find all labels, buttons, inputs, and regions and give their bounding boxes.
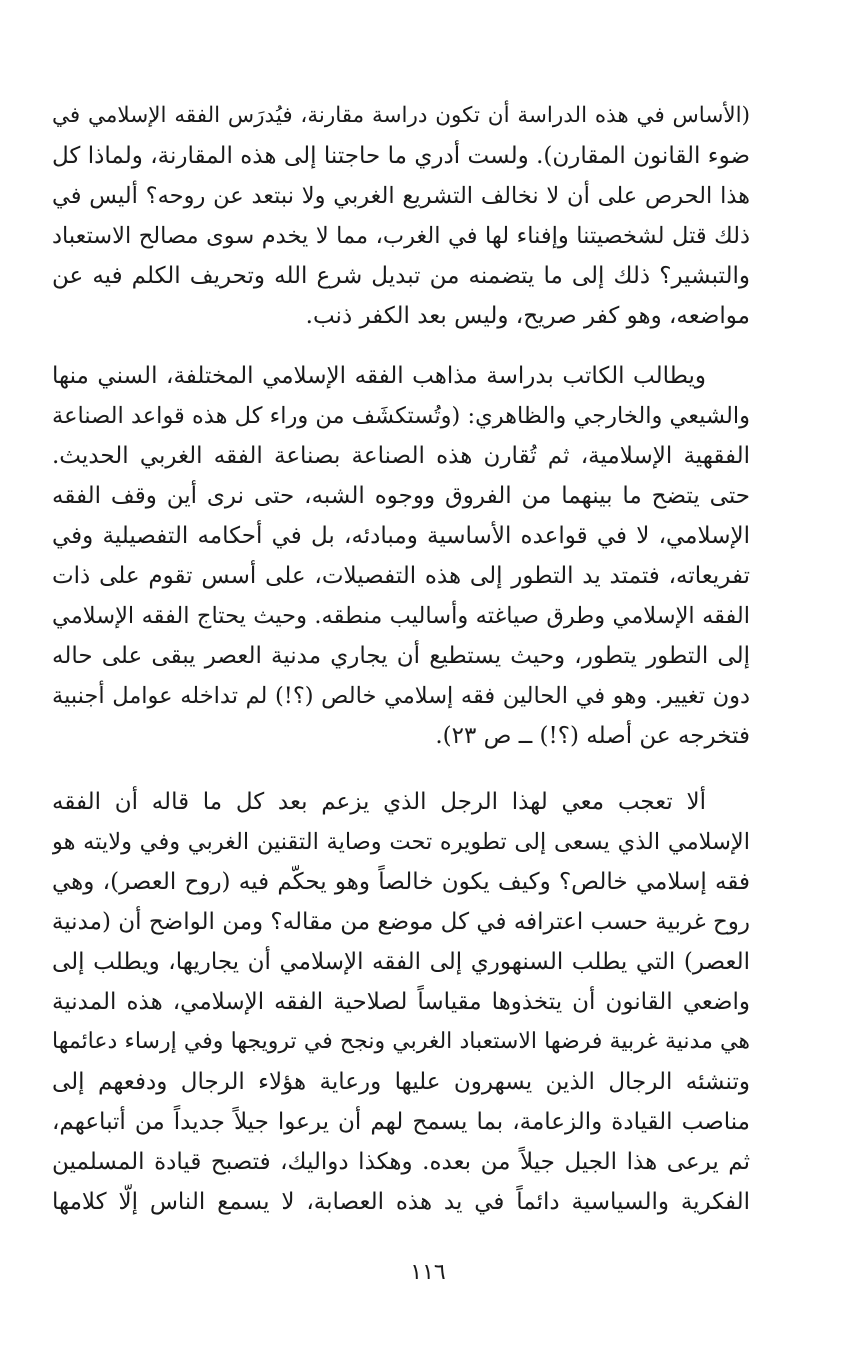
- text-line: مواضعه، وهو كفر صريح، وليس بعد الكفر ذنب.: [305, 303, 750, 329]
- text-line: هذا الحرص على أن لا نخالف التشريع الغربي ولا نبتعد عن روحه؟ أليس في: [52, 183, 750, 209]
- text-line: العصر) التي يطلب السنهوري إلى الفقه الإسلامي أن يجاريها، ويطلب إلى: [52, 949, 750, 975]
- text-line: روح غربية حسب اعترافه في كل موضع من مقاله؟ ومن الواضح أن (مدنية: [52, 909, 750, 935]
- paragraph-1: [52, 96, 750, 336]
- text-line: ضوء القانون المقارن). ولست أدري ما حاجتنا إلى هذه المقارنة، ولماذا كل: [52, 143, 750, 169]
- paragraph-2: [52, 356, 750, 756]
- text-line: ثم يرعى هذا الجيل جيلاً من بعده. وهكذا دواليك، فتصبح قيادة المسلمين: [52, 1149, 750, 1175]
- text-line: الفقهية الإسلامية، ثم تُقارن هذه الصناعة بصناعة الفقه الغربي الحديث.: [52, 443, 750, 469]
- text-line: الفقه الإسلامي وطرق صياغته وأساليب منطقه. وحيث يحتاج الفقه الإسلامي: [52, 603, 750, 629]
- text-line: ذلك قتل لشخصيتنا وإفناء لها في الغرب، مما لا يخدم سوى مصالح الاستعباد: [52, 223, 750, 249]
- page-number: ١١٦: [410, 1260, 446, 1285]
- text-line: فتخرجه عن أصله (؟!) ــ ص ٢٣).: [435, 723, 750, 749]
- text-line: دون تغيير. وهو في الحالين فقه إسلامي خالص (؟!) لم تداخله عوامل أجنبية: [52, 683, 750, 709]
- text-line: والتبشير؟ ذلك إلى ما يتضمنه من تبديل شرع الله وتحريف الكلم فيه عن: [52, 263, 750, 289]
- text-line: واضعي القانون أن يتخذوها مقياساً لصلاحية الفقه الإسلامي، هذه المدنية: [52, 989, 750, 1015]
- text-line: حتى يتضح ما بينهما من الفروق ووجوه الشبه، حتى نرى أين وقف الفقه: [52, 483, 750, 509]
- text-line: ويطالب الكاتب بدراسة مذاهب الفقه الإسلامي المختلفة، السني منها: [52, 363, 706, 389]
- text-line: الإسلامي الذي يسعى إلى تطويره تحت وصاية التقنين الغربي وفي ولايته هو: [52, 829, 750, 855]
- text-line: فقه إسلامي خالص؟ وكيف يكون خالصاً وهو يحكّم فيه (روح العصر)، وهي: [52, 869, 750, 895]
- text-line: وتنشئه الرجال الذين يسهرون عليها ورعاية هؤلاء الرجال ودفعهم إلى: [52, 1069, 750, 1095]
- text-line: مناصب القيادة والزعامة، بما يسمح لهم أن يرعوا جيلاً جديداً من أتباعهم،: [52, 1109, 750, 1135]
- text-line: تفريعاته، فتمتد يد التطور إلى هذه التفصيلات، على أسس تقوم على ذات: [52, 563, 750, 589]
- text-line: (الأساس في هذه الدراسة أن تكون دراسة مقارنة، فيُدرَس الفقه الإسلامي في: [52, 103, 750, 128]
- text-line: ألا تعجب معي لهذا الرجل الذي يزعم بعد كل ما قاله أن الفقه: [52, 789, 706, 815]
- paragraph-3: [52, 782, 750, 1222]
- text-line: والشيعي والخارجي والظاهري: (وتُستكشَف من وراء كل هذه قواعد الصناعة: [52, 403, 750, 429]
- text-line: هي مدنية غربية فرضها الاستعباد الغربي ونجح في ترويجها وفي إرساء دعائمها: [52, 1029, 750, 1054]
- text-line: الفكرية والسياسية دائماً في يد هذه العصابة، لا يسمع الناس إلّا كلامها: [52, 1189, 750, 1215]
- text-line: الإسلامي، لا في قواعده الأساسية ومبادئه، بل في أحكامه التفصيلية وفي: [52, 523, 750, 549]
- text-line: إلى التطور يتطور، وحيث يستطيع أن يجاري مدنية العصر يبقى على حاله: [52, 643, 750, 669]
